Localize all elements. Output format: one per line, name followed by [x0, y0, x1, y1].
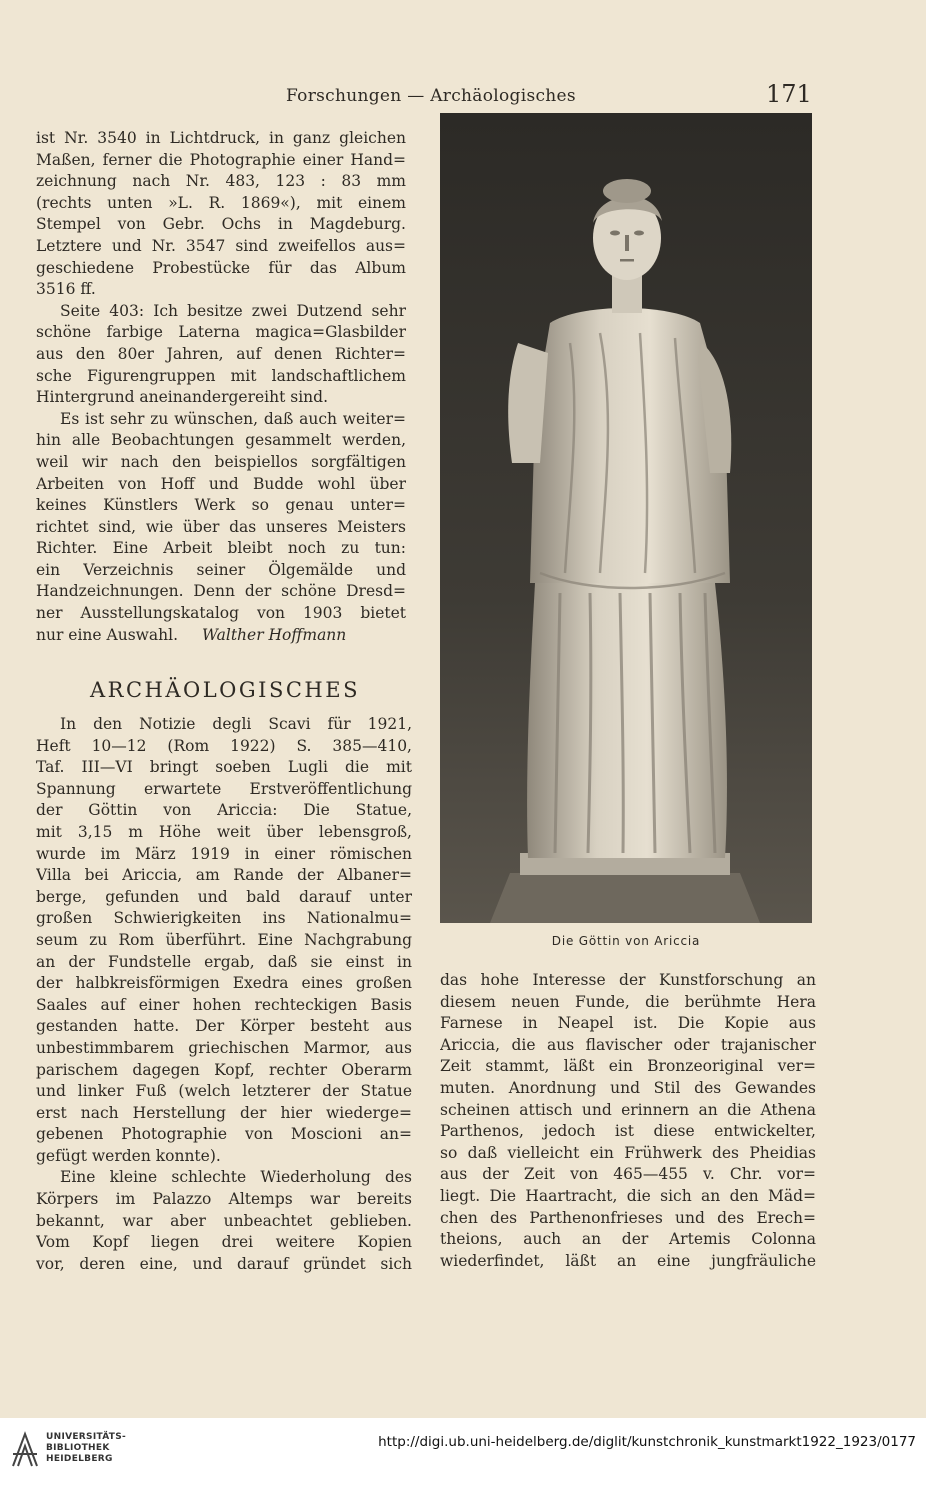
text-line: Handzeichnungen. Denn der schöne Dresd= [36, 582, 406, 601]
text-line: Farnese in Neapel ist. Die Kopie aus [440, 1014, 816, 1033]
text-line: Letztere und Nr. 3547 sind zweifellos aus= [36, 236, 406, 255]
footer-bar [0, 1418, 926, 1485]
text-line: keines Künstlers Werk so genau unter= [36, 496, 406, 515]
text-line: der halbkreisförmigen Exedra eines großen [36, 974, 412, 993]
text-line: parischem dagegen Kopf, rechter Oberarm [36, 1060, 412, 1079]
text-line: liegt. Die Haartracht, die sich an den Mäd= [440, 1186, 816, 1205]
text-line: weil wir nach den beispiellos sorgfältigen [36, 452, 406, 471]
text-line: wiederfindet, läßt an eine jungfräuliche [440, 1251, 816, 1270]
archaeology-text [36, 714, 412, 1275]
text-line: Richter. Eine Arbeit bleibt noch zu tun: [36, 539, 406, 558]
source-url-link[interactable]: http://digi.ub.uni-heidelberg.de/diglit/kunstchronik_kunstmarkt1922_1923/0177 [378, 1434, 916, 1450]
text-line: das hohe Interesse der Kunstforschung an [440, 971, 816, 989]
running-head: Forschungen — Archäologisches [286, 86, 576, 106]
text-line: Taf. III—VI bringt soeben Lugli die mit [36, 758, 412, 777]
text-line: Villa bei Ariccia, am Rande der Albaner= [36, 866, 412, 885]
text-line: vor, deren eine, und darauf gründet sich [36, 1254, 412, 1273]
text-line: geschiedene Probestücke für das Album [36, 258, 406, 277]
text-line: theions, auch an der Artemis Colonna [440, 1230, 816, 1249]
text-line: an der Fundstelle ergab, daß sie einst in [36, 952, 412, 971]
text-line: scheinen attisch und erinnern an die Athena [440, 1100, 816, 1119]
text-line: berge, gefunden und bald darauf unter [36, 887, 412, 906]
text-line: großen Schwierigkeiten ins Nationalmu= [36, 909, 412, 928]
text-line: diesem neuen Funde, die berühmte Hera [440, 992, 816, 1011]
text-line: Seite 403: Ich besitze zwei Dutzend sehr [60, 301, 406, 320]
text-line: bekannt, war aber unbeachtet geblieben. [36, 1211, 412, 1230]
text-line: aus der Zeit von 465—455 v. Chr. vor= [440, 1165, 816, 1184]
text-line: sche Figurengruppen mit landschaftlichem [36, 366, 406, 385]
paragraph-seite-403 [36, 301, 406, 409]
text-line: muten. Anordnung und Stil des Gewandes [440, 1078, 816, 1097]
text-line: mit 3,15 m Höhe weit über lebensgroß, [36, 822, 412, 841]
text-line: ein Verzeichnis seiner Ölgemälde und [36, 560, 406, 579]
statue-photograph [440, 113, 812, 923]
paragraph-wunsch [36, 409, 406, 647]
text-line: (rechts unten »L. R. 1869«), mit einem [36, 193, 406, 212]
text-line: Arbeiten von Hoff und Budde wohl über [36, 474, 406, 493]
right-column-text [440, 970, 816, 1272]
university-library-logo-icon [10, 1430, 40, 1470]
text-line: Ariccia, die aus flavischer oder trajanischer [440, 1035, 816, 1054]
library-name-line: BIBLIOTHEK [46, 1443, 110, 1453]
text-line: ist Nr. 3540 in Lichtdruck, in ganz gleichen [36, 129, 406, 147]
text-line: Es ist sehr zu wünschen, daß auch weiter= [60, 409, 406, 428]
text-line: aus den 80er Jahren, auf denen Richter= [36, 344, 406, 363]
text-line: Vom Kopf liegen drei weitere Kopien [36, 1233, 412, 1252]
text-line: gebenen Photographie von Moscioni an= [36, 1125, 412, 1144]
text-line: zeichnung nach Nr. 483, 123 : 83 mm [36, 172, 406, 191]
library-name-line: UNIVERSITÄTS- [46, 1432, 127, 1442]
text-line: Hintergrund aneinandergereiht sind. [36, 388, 328, 407]
text-line: seum zu Rom überführt. Eine Nachgrabung [36, 930, 412, 949]
paragraph-continued [36, 128, 406, 301]
figure-caption: Die Göttin von Ariccia [551, 934, 701, 948]
text-line: 3516 ff. [36, 280, 96, 299]
library-name [46, 1432, 126, 1465]
page-number: 171 [766, 80, 812, 108]
text-line: Stempel von Gebr. Ochs in Magdeburg. [36, 215, 406, 234]
text-line: gestanden hatte. Der Körper besteht aus [36, 1017, 412, 1036]
text-line: Körpers im Palazzo Altemps war bereits [36, 1190, 412, 1209]
text-fragment: nur eine Auswahl. [36, 625, 179, 644]
left-column-text [36, 128, 406, 646]
text-line: ner Ausstellungskatalog von 1903 bietet [36, 604, 406, 623]
text-line: gefügt werden konnte). [36, 1146, 221, 1165]
section-heading: ARCHÄOLOGISCHES [90, 678, 360, 702]
text-line: Saales auf einer hohen rechteckigen Basis [36, 995, 412, 1014]
author-signature: Walther Hoffmann [202, 625, 347, 644]
statue-illustration [440, 113, 812, 923]
text-line: Zeit stammt, läßt ein Bronzeoriginal ver= [440, 1057, 816, 1076]
text-line: hin alle Beobachtungen gesammelt werden, [36, 431, 406, 450]
text-line: und linker Fuß (welch letzterer der Statue [36, 1082, 412, 1101]
text-line: richtet sind, wie über das unseres Meisters [36, 517, 406, 536]
text-line: Heft 10—12 (Rom 1922) S. 385—410, [36, 736, 412, 755]
text-line-with-signature [36, 625, 406, 647]
text-line: schöne farbige Laterna magica=Glasbilder [36, 323, 406, 342]
text-line: erst nach Herstellung der hier wiederge= [36, 1103, 412, 1122]
text-line: wurde im März 1919 in einer römischen [36, 844, 412, 863]
text-line: Eine kleine schlechte Wiederholung des [60, 1168, 412, 1187]
text-line: Parthenos, jedoch ist diese entwickelter, [440, 1122, 816, 1141]
text-line: unbestimmbarem griechischen Marmor, aus [36, 1038, 412, 1057]
library-name-line: HEIDELBERG [46, 1454, 113, 1464]
text-line: chen des Parthenonfrieses und des Erech= [440, 1208, 816, 1227]
text-line: Spannung erwartete Erstveröffentlichung [36, 779, 412, 798]
text-line: In den Notizie degli Scavi für 1921, [60, 715, 412, 733]
text-line: so daß vielleicht ein Frühwerk des Pheidias [440, 1143, 816, 1162]
text-line: der Göttin von Ariccia: Die Statue, [36, 801, 412, 820]
text-line: Maßen, ferner die Photographie einer Hand= [36, 150, 406, 169]
